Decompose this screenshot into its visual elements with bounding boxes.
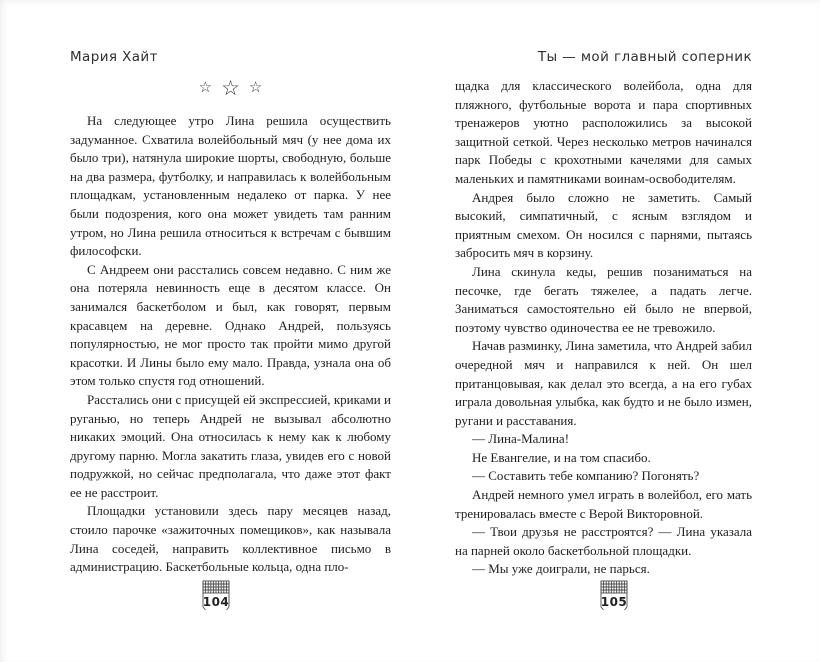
page-number: 105	[600, 595, 628, 609]
paragraph: Площадки установили здесь пару месяцев назад, стоило парочке «зажиточных помещиков», как называла Лина соседей, направить коллективное письмо в администрацию. Баскетбольные кольца, одна пло-	[70, 503, 391, 575]
paragraph: Андрея было сложно не заметить. Самый высокий, симпатичный, с ясным взглядом и приятным смехом. Он носился с парнями, пытаясь забросить мяч в корзину.	[455, 189, 752, 261]
running-head-chapter-title: Ты — мой главный соперник	[537, 49, 752, 65]
running-head-author: Мария Хайт	[70, 49, 158, 65]
paragraph: Расстались они с присущей ей экспрессией, криками и руганью, но теперь Андрей не вызывал абсолютно никаких эмоций. Она относилась к нему как к любому другому парню. Могла закатить глаза, увидев его с новой подружкой, но сейчас предполагала, что даже этот факт ее не расстроит.	[70, 391, 391, 500]
dialogue-line: — Мы уже доиграли, не парься.	[472, 561, 650, 577]
paragraph: Андрей немного умел играть в волейбол, его мать тренировалась вместе с Верой Викторовной.	[455, 487, 752, 521]
paragraph: На следующее утро Лина решила осуществить задуманное. Схватила волейбольный мяч (у нее дома их было три), натянула широкие шорты, свободную, больше на два размера, футболку, и направилась к волейбольным площадкам, установленным недалеко от парка. У нее были подозрения, кого она может увидеть там ранним утром, но Лина решила относиться к встречам с бывшим философски.	[70, 113, 391, 259]
dialogue-line: — Составить тебе компанию? Погонять?	[472, 468, 700, 484]
left-page-text	[70, 112, 391, 577]
dialogue-line: — Лина-Малина!	[472, 431, 570, 447]
right-page-text	[455, 77, 752, 579]
paragraph: Лина скинула кеды, решив позаниматься на песочке, где бегать тяжелее, а падать легче. Заниматься самостоятельно ей было не впервой, поэтому чувство одиночества ее не тревожило.	[455, 263, 752, 335]
section-divider-stars	[70, 73, 391, 103]
right-page-footer	[589, 580, 639, 609]
star-icon: ☆	[198, 79, 213, 96]
page-number: 104	[202, 595, 230, 609]
star-icon: ☆	[221, 75, 240, 100]
paragraph: Начав разминку, Лина заметила, что Андрей забил очередной мяч и направился к ней. Он шел пританцовывая, как делал это всегда, а на его губах играла довольная улыбка, как будто и не было измен, ругани и расставания.	[455, 338, 752, 428]
dialogue-line: — Твои друзья не расстроятся? — Лина указала на парней около баскетбольной площадки.	[455, 524, 752, 558]
left-page-footer	[191, 580, 241, 609]
star-icon: ☆	[248, 79, 263, 96]
paragraph: С Андреем они расстались совсем недавно. С ним же она потеряла невинность еще в десятом классе. Он занимался баскетболом и был, как говорят, первым красавцем на деревне. Однако Андрей, пользуясь популярностью, не мог просто так пройти мимо другой красотки. И Лины было ему мало. Правда, узнала она об этом только спустя год отношений.	[70, 261, 391, 389]
paragraph: Не Евангелие, и на том спасибо.	[472, 449, 651, 465]
paragraph: щадка для классического волейбола, одна для пляжного, футбольные ворота и пара спортивных тренажеров уютно расположились за высокой защитной сеткой. Через несколько метров начинался парк Победы с крохотными качелями для самых маленьких и памятниками воинам-освободителям.	[455, 78, 752, 186]
